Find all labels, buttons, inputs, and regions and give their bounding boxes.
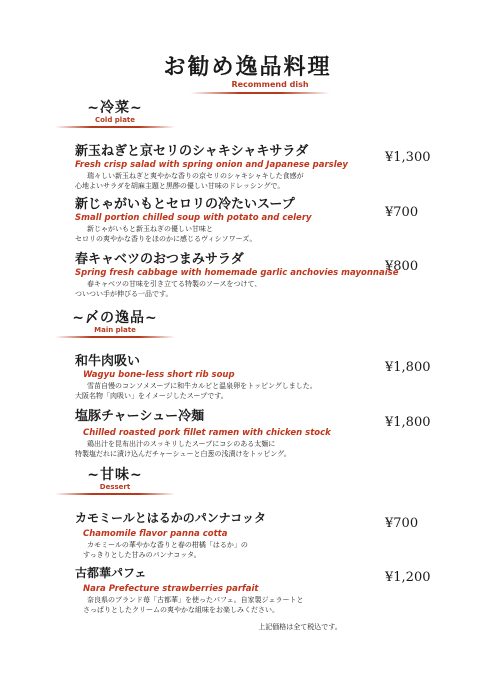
section-subtitle: Main plate bbox=[94, 326, 136, 334]
dish-name-en: Spring fresh cabbage with homemade garlic anchovies mayonnaise bbox=[75, 268, 399, 278]
dish-price: ¥1,200 bbox=[385, 570, 431, 585]
dish-name-en: Fresh crisp salad with spring onion and Japanese parsley bbox=[75, 160, 348, 170]
section-subtitle: Cold plate bbox=[94, 116, 136, 124]
dish-name: 新玉ねぎと京セリのシャキシャキサラダ bbox=[75, 144, 309, 159]
section-title: ~〆の逸品~ bbox=[72, 310, 158, 326]
title-underline bbox=[190, 92, 330, 94]
dish-price: ¥700 bbox=[385, 205, 419, 220]
dish-desc: セロリの爽やかな香りをほのかに感じるヴィシソワーズ。 bbox=[75, 235, 257, 243]
tax-note: 上記価格は全て税込です。 bbox=[258, 623, 342, 631]
section-cold-plate bbox=[50, 100, 180, 128]
section-subtitle: Dessert bbox=[99, 483, 131, 491]
dish-desc: 雪苗自慢のコンソメスープに和牛カルビと温泉卵をトッピングしました。 bbox=[87, 382, 317, 390]
dish-desc: 春キャベツの甘味を引き立てる特製のソースをつけて、 bbox=[87, 280, 262, 288]
dish-name: 古都華パフェ bbox=[75, 566, 147, 580]
section-main-plate bbox=[50, 310, 180, 338]
dish-desc: カモミールの華やかな香りと春の柑橘「はるか」の bbox=[87, 541, 248, 549]
dish-name: 新じゃがいもとセロリの冷たいスープ bbox=[75, 197, 295, 212]
dish-price: ¥700 bbox=[385, 516, 419, 531]
dish-desc: ついつい手が伸びる一品です。 bbox=[75, 290, 173, 298]
dish-price: ¥1,300 bbox=[385, 150, 431, 165]
dish-name: 和牛肉吸い bbox=[75, 354, 141, 369]
dish-price: ¥1,800 bbox=[385, 415, 431, 430]
dish-price: ¥1,800 bbox=[385, 360, 431, 375]
dish-desc: 心地よいサラダを胡麻主題と黒酢の優しい甘味のドレッシングで。 bbox=[75, 182, 285, 190]
dish-desc: 大阪名物「肉吸い」をイメージしたスープです。 bbox=[75, 392, 228, 400]
dish-name: 春キャベツのおつまみサラダ bbox=[75, 252, 244, 267]
dish-price: ¥800 bbox=[385, 259, 419, 274]
section-underline bbox=[55, 336, 175, 338]
section-underline bbox=[55, 493, 175, 495]
dish-desc: すっきりとした甘みのパンナコッタ。 bbox=[83, 551, 201, 559]
dish-desc: さっぱりとしたクリームの爽やかな組味をお楽しみください。 bbox=[83, 606, 279, 614]
dish-name: カモミールとはるかのパンナコッタ bbox=[75, 511, 267, 525]
dish-name-en: Wagyu bone-less short rib soup bbox=[83, 370, 235, 380]
dish-name-en: Chamomile flavor panna cotta bbox=[83, 529, 228, 539]
dish-desc: 瑞々しい新玉ねぎと爽やかな香りの京セリのシャキシャキした食感が bbox=[87, 172, 304, 180]
dish-name-en: Chilled roasted pork fillet ramen with chicken stock bbox=[83, 428, 331, 438]
dish-name: 塩豚チャーシュー冷麺 bbox=[75, 409, 205, 424]
dish-name-en: Nara Prefecture strawberries parfait bbox=[83, 584, 259, 594]
section-dessert bbox=[50, 467, 180, 495]
dish-desc: 特製塩だれに漬け込んだチャーシューと白葱の浅漬けをトッピング。 bbox=[75, 450, 291, 458]
page-title: お勧め逸品料理 bbox=[163, 54, 332, 80]
section-underline bbox=[55, 126, 175, 128]
dish-desc: 新じゃがいもと新玉ねぎの優しい甘味と bbox=[87, 225, 213, 233]
section-title: ~甘味~ bbox=[87, 467, 143, 483]
page-subtitle: Recommend dish bbox=[231, 80, 309, 89]
dish-desc: 鶏出汁を昆布出汁のスッキリしたスープにコシのある太麺に bbox=[87, 440, 276, 448]
section-title: ~冷菜~ bbox=[87, 100, 143, 116]
dish-name-en: Small portion chilled soup with potato and celery bbox=[75, 213, 312, 223]
dish-desc: 奈良県のブランド苺「古都華」を使ったパフェ。自家製ジェラートと bbox=[87, 596, 304, 604]
